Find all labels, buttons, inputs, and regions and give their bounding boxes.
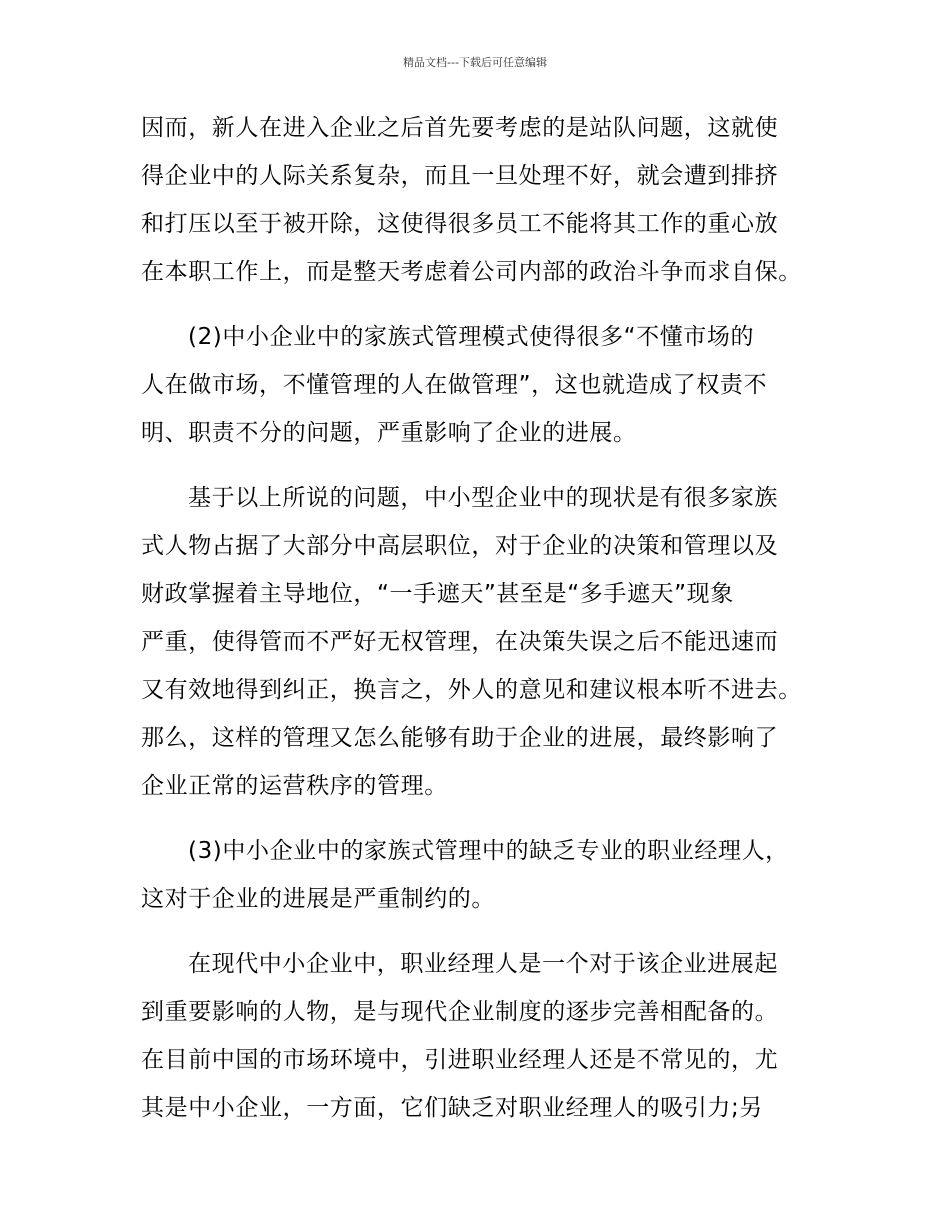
text-line: 在本职工作上，而是整天考虑着公司内部的政治斗争而求自保。: [141, 259, 802, 285]
text-line: 因而，新人在进入企业之后首先要考虑的是站队问题，这就使: [141, 115, 779, 141]
text-line: (3)中小企业中的家族式管理中的缺乏专业的职业经理人，: [188, 838, 789, 864]
text-line: 财政掌握着主导地位，“一手遮天”甚至是“多手遮天”现象: [141, 581, 734, 607]
text-line: 到重要影响的人物，是与现代企业制度的逐步完善相配备的。: [141, 999, 779, 1025]
text-line: 基于以上所说的问题，中小型企业中的现状是有很多家族: [188, 485, 778, 511]
text-line: 得企业中的人际关系复杂，而且一旦处理不好，就会遭到排挤: [141, 163, 779, 189]
text-line: 严重，使得管而不严好无权管理，在决策失误之后不能迅速而: [141, 629, 779, 655]
text-line: 和打压以至于被开除，这使得很多员工不能将其工作的重心放: [141, 211, 779, 237]
text-line: (2)中小企业中的家族式管理模式使得很多“不懂市场的: [188, 324, 755, 350]
text-line: 这对于企业的进展是严重制约的。: [141, 886, 495, 912]
text-line: 式人物占据了大部分中高层职位，对于企业的决策和管理以及: [141, 533, 779, 559]
text-line: 人在做市场，不懂管理的人在做管理”，这也就造成了权责不: [141, 372, 768, 398]
text-line: 在目前中国的市场环境中，引进职业经理人还是不常见的，尤: [141, 1047, 779, 1073]
text-line: 其是中小企业，一方面，它们缺乏对职业经理人的吸引力;另: [141, 1095, 763, 1121]
text-line: 企业正常的运营秩序的管理。: [141, 773, 448, 799]
text-line: 明、职责不分的问题，严重影响了企业的进展。: [141, 420, 637, 446]
text-line: 又有效地得到纠正，换言之，外人的意见和建议根本听不进去。: [141, 677, 802, 703]
text-line: 在现代中小企业中，职业经理人是一个对于该企业进展起: [188, 951, 778, 977]
text-line: 那么，这样的管理又怎么能够有助于企业的进展，最终影响了: [141, 725, 779, 751]
page-header: 精品文档---下载后可任意编辑: [403, 56, 547, 69]
